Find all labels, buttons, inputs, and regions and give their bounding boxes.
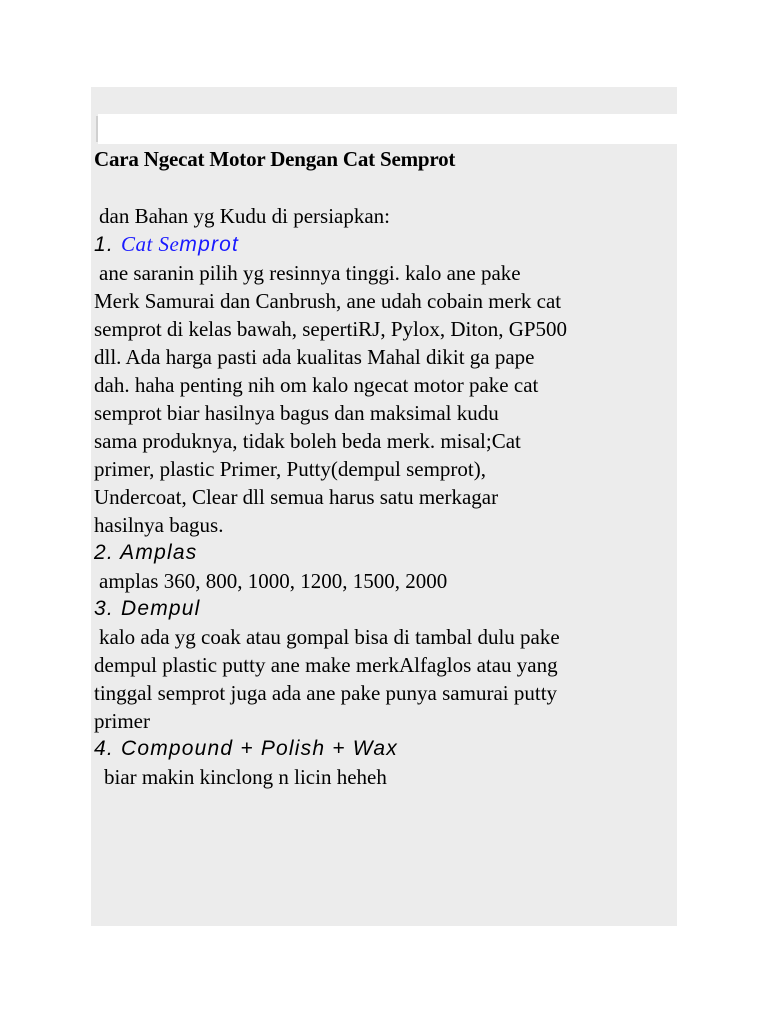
item-1-line: hasilnya bagus. xyxy=(94,513,224,537)
document-body xyxy=(94,144,676,791)
item-1-link[interactable] xyxy=(121,233,239,256)
item-2-line: amplas 360, 800, 1000, 1200, 1500, 2000 xyxy=(99,569,448,593)
item-1-line: dll. Ada harga pasti ada kualitas Mahal dikit ga pape xyxy=(94,345,535,369)
item-1-line: sama produknya, tidak boleh beda merk. misal;Cat xyxy=(94,429,521,453)
item-4-heading: 4. Compound + Polish + Wax xyxy=(94,737,398,760)
item-1-line: Merk Samurai dan Canbrush, ane udah cobain merk cat xyxy=(94,289,562,313)
page-title: Cara Ngecat Motor Dengan Cat Semprot xyxy=(94,147,456,171)
item-3-paragraph xyxy=(94,623,676,735)
item-3-heading: 3. Dempul xyxy=(94,597,201,620)
item-4-paragraph xyxy=(94,763,676,791)
top-gray-band xyxy=(91,87,677,114)
item-1-line: Undercoat, Clear dll semua harus satu merkagar xyxy=(94,485,499,509)
item-1-line: dah. haha penting nih om kalo ngecat motor pake cat xyxy=(94,373,539,397)
left-edge-marker xyxy=(91,114,98,144)
item-1-link-part-b: mprot xyxy=(179,233,240,256)
item-1-heading xyxy=(94,230,676,259)
item-1-line: primer, plastic Primer, Putty(dempul semprot), xyxy=(94,457,486,481)
item-3-line: tinggal semprot juga ada ane pake punya samurai putty xyxy=(94,681,558,705)
item-3-line: kalo ada yg coak atau gompal bisa di tambal dulu pake xyxy=(99,625,560,649)
white-gap-strip xyxy=(91,114,677,144)
item-3-line: primer xyxy=(94,709,150,733)
item-1-link-part-a: Cat Se xyxy=(120,232,180,256)
intro-text: dan Bahan yg Kudu di persiapkan: xyxy=(99,204,391,228)
item-3-line: dempul plastic putty ane make merkAlfaglos atau yang xyxy=(94,653,558,677)
item-2-heading: 2. Amplas xyxy=(94,541,198,564)
item-2-paragraph xyxy=(94,567,676,595)
item-4-line: biar makin kinclong n licin heheh xyxy=(104,765,387,789)
item-1-paragraph xyxy=(94,259,676,539)
item-1-line: ane saranin pilih yg resinnya tinggi. kalo ane pake xyxy=(99,261,521,285)
item-1-line: semprot biar hasilnya bagus dan maksimal kudu xyxy=(94,401,499,425)
item-1-line: semprot di kelas bawah, sepertiRJ, Pylox, Diton, GP500 xyxy=(94,317,568,341)
item-1-number: 1. xyxy=(94,233,114,256)
